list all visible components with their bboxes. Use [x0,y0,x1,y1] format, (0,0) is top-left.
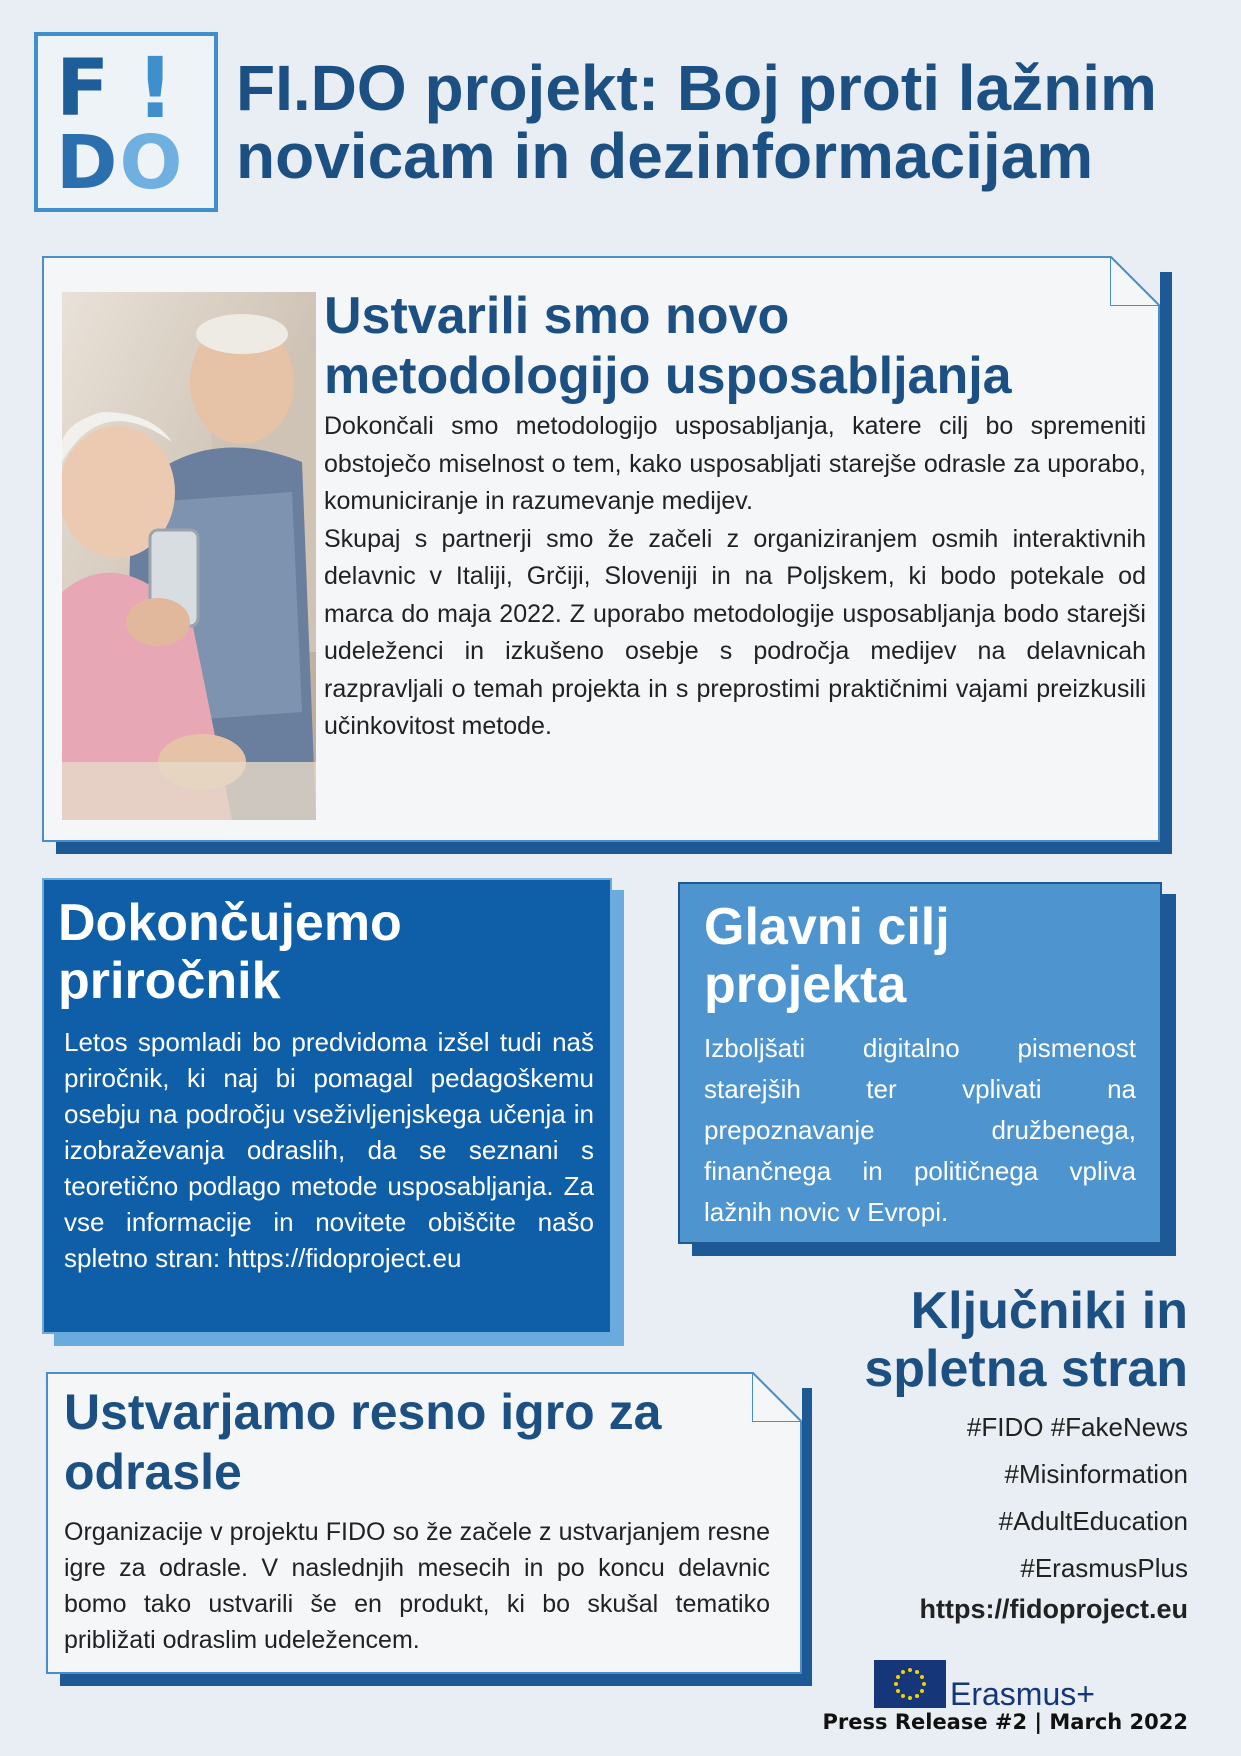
handbook-title: Dokončujemo priročnik [58,894,402,1010]
goal-box [678,882,1162,1244]
keywords-list [788,1404,1188,1592]
handbook-text: Letos spomladi bo predvidoma izšel tudi naš priročnik, ki naj bi pomagal pedagoškemu osebju na področju vseživljenjskega učenja in izobraževanja odraslih, da se seznani s teoretično podlago metode usposabljanja. Za vse informacije in novitete obiščite našo spletno stran: https://fidoproject.eu [64,1027,594,1273]
logo-exclamation: ! [136,39,175,137]
logo-letter-f: F [56,44,110,134]
goal-text: Izboljšati digitalno pismenost starejših ter vplivati na prepoznavanje družbenega, finančnega in političnega vpliva lažnih novic v Evropi. [704,1033,1136,1227]
hashtag-line: #ErasmusPlus [1020,1553,1188,1583]
goal-title: Glavni cilj projekta [704,898,950,1014]
handbook-box [42,878,612,1334]
fido-logo [34,32,218,212]
seniors-photo [62,292,316,820]
eu-flag-icon [874,1660,946,1708]
seniors-photo-illustration [62,292,316,820]
erasmus-logo-text: Erasmus+ [950,1676,1095,1712]
game-text: Organizacije v projektu FIDO so že začele z ustvarjanjem resne igre za odrasle. V naslednjih mesecih in po koncu delavnic bomo tako ustvarili še en produkt, ki bo skušal tematiko približati odraslim udeležencem. [64,1518,770,1654]
game-title: Ustvarjamo resno igro za odrasle [64,1384,662,1500]
methodology-title: Ustvarili smo novo metodologijo usposabljanja [324,287,1012,405]
page-title: FI.DO projekt: Boj proti lažnim novicam in dezinformacijam [236,52,1157,192]
website-link[interactable]: https://fidoproject.eu [919,1594,1188,1624]
press-release-label: Press Release #2 | March 2022 [822,1710,1188,1734]
logo-letters-do: DO [56,120,185,206]
hashtag-line: #FIDO #FakeNews [966,1412,1188,1442]
hashtag-line: #AdultEducation [998,1506,1188,1536]
hashtag-line: #Misinformation [1004,1459,1188,1489]
methodology-paragraph: Skupaj s partnerji smo že začeli z organiziranjem osmih interaktivnih delavnic v Italiji, Grčiji, Sloveniji in na Poljskem, ki bodo potekale od marca do maja 2022. Z uporabo metodologije usposabljanja bodo starejši udeleženci in izkušeno osebje s področja medijev na delavnicah razpravljali o temah projekta in s preprostimi praktičnimi vajami preizkusili učinkovitost metode. [324,524,1146,740]
methodology-body [324,408,1146,746]
keywords-title: Ključniki in spletna stran [864,1282,1188,1398]
methodology-paragraph: Dokončali smo metodologijo usposabljanja, katere cilj bo spremeniti obstoječo miselnost o tem, kako usposabljati starejše odrasle za uporabo, komuniciranje in razumevanje medijev. [324,412,1146,515]
